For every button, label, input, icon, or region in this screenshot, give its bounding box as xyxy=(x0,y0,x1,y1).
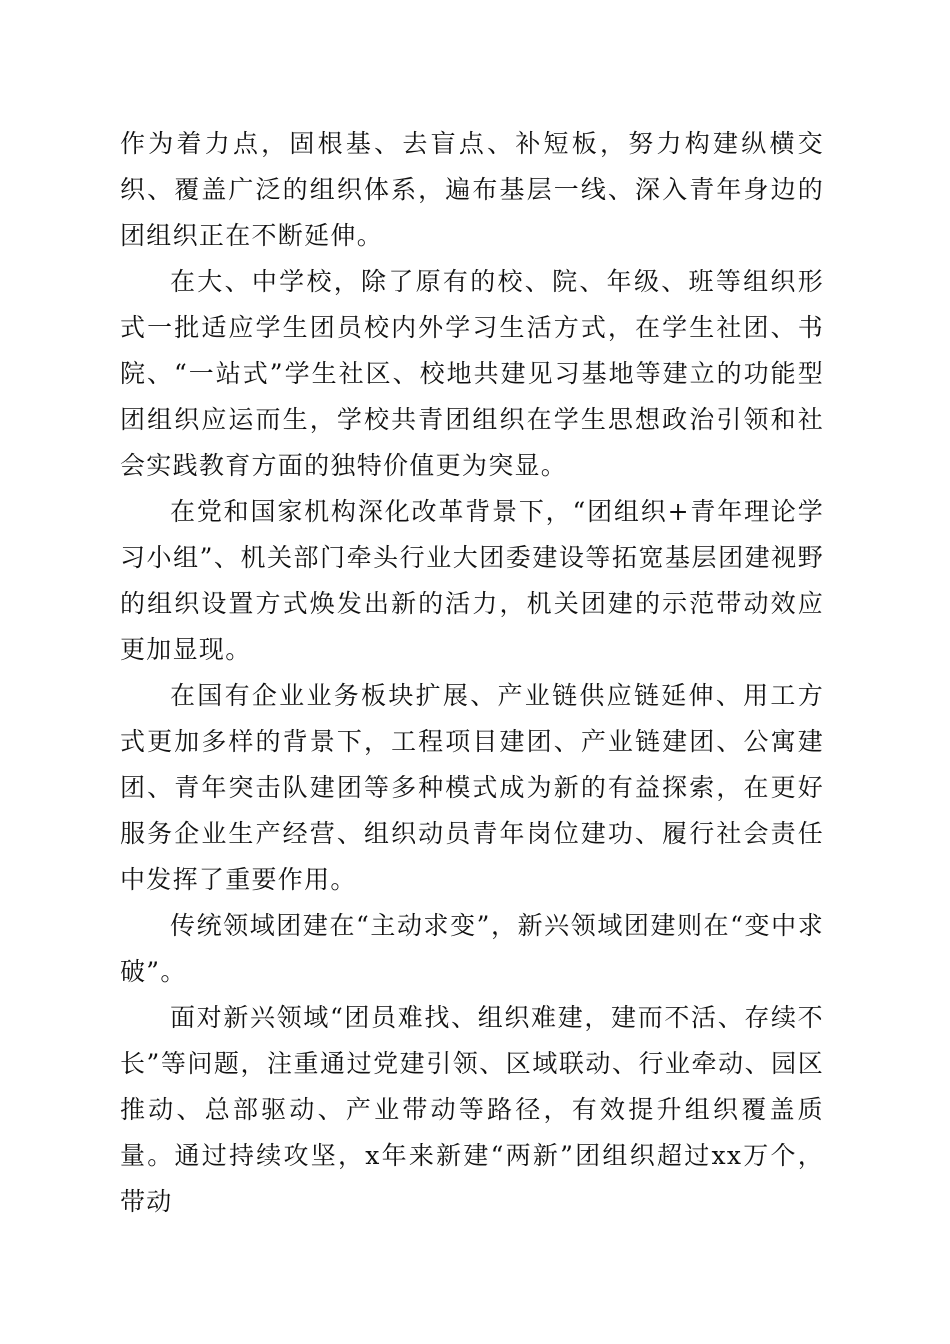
paragraph-3: 在党和国家机构深化改革背景下，“团组织+青年理论学习小组”、机关部门牵头行业大团委建设等拓宽基层团建视野的组织设置方式焕发出新的活力，机关团建的示范带动效应更加显现。 xyxy=(120,497,824,664)
paragraph-5: 传统领域团建在“主动求变”，新兴领域团建则在“变中求破”。 xyxy=(120,911,824,986)
paragraph-6: 面对新兴领域“团员难找、组织难建，建而不活、存续不长”等问题，注重通过党建引领、区域联动、行业牵动、园区推动、总部驱动、产业带动等路径，有效提升组织覆盖质量。通过持续攻坚，x年来新建“两新”团组织超过xx万个，带动 xyxy=(120,1003,824,1216)
paragraph-1: 作为着力点，固根基、去盲点、补短板，努力构建纵横交织、覆盖广泛的组织体系，遍布基层一线、深入青年身边的团组织正在不断延伸。 xyxy=(120,129,824,250)
paragraph-2: 在大、中学校，除了原有的校、院、年级、班等组织形式一批适应学生团员校内外学习生活方式，在学生社团、书院、“一站式”学生社区、校地共建见习基地等建立的功能型团组织应运而生，学校共青团组织在学生思想政治引领和社会实践教育方面的独特价值更为突显。 xyxy=(120,267,824,480)
paragraph-4: 在国有企业业务板块扩展、产业链供应链延伸、用工方式更加多样的背景下，工程项目建团、产业链建团、公寓建团、青年突击队建团等多种模式成为新的有益探索，在更好服务企业生产经营、组织动员青年岗位建功、履行社会责任中发挥了重要作用。 xyxy=(120,681,824,894)
document-body xyxy=(120,121,824,1225)
